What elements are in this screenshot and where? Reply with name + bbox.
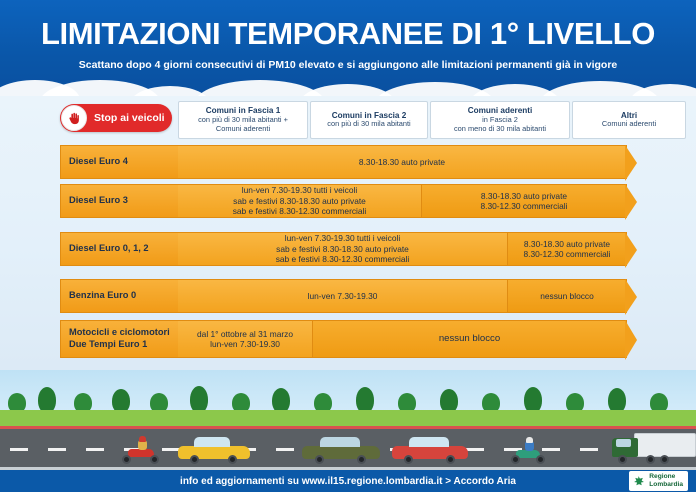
row-label <box>60 320 178 358</box>
row-label-line1: Diesel Euro 0, 1, 2 <box>69 243 149 254</box>
cell-line: sab e festivi 8.30-18.30 auto private <box>276 243 409 254</box>
row-label <box>60 279 178 313</box>
cell-line: 8.30-18.30 auto private <box>523 238 611 249</box>
car-icon <box>302 436 380 464</box>
column-header-line2: Comuni aderenti <box>601 119 657 129</box>
motorcycle-icon <box>118 438 164 464</box>
column-header-line1: Comuni aderenti <box>467 106 533 116</box>
column-header-line3: con meno di 30 mila abitanti <box>453 123 547 133</box>
row-cell <box>508 279 627 313</box>
table-row <box>60 232 611 266</box>
cell-line: lun-ven 7.30-19.30 tutti i veicoli <box>284 233 401 244</box>
row-body <box>178 145 627 179</box>
table-row <box>60 145 568 179</box>
row-arrow-tip <box>625 232 637 268</box>
row-cell <box>508 232 627 266</box>
regione-logo-line1: Regione <box>649 473 676 481</box>
row-body <box>178 184 627 218</box>
row-cell <box>178 145 627 179</box>
row-label <box>60 184 178 218</box>
car-icon <box>392 436 468 464</box>
cell-line: nessun blocco <box>438 333 501 344</box>
column-headers <box>178 101 686 139</box>
column-header-altri-aderenti <box>572 101 686 139</box>
row-cell <box>178 320 313 358</box>
row-body <box>178 279 627 313</box>
cell-line: sab e festivi 8.30-12.30 commerciali <box>232 206 367 217</box>
row-label <box>60 145 178 179</box>
cell-line: lun-ven 7.30-19.30 <box>307 290 378 301</box>
row-cell <box>178 279 508 313</box>
stop-badge-label: Stop ai veicoli <box>94 112 165 124</box>
stop-hand-icon <box>61 105 87 131</box>
column-header-line3: Comuni aderenti <box>215 123 271 133</box>
column-header-line2: in Fascia 2 <box>482 115 518 125</box>
table-row <box>60 184 568 218</box>
column-header-aderenti-fascia2 <box>430 101 570 139</box>
row-cell <box>178 232 508 266</box>
footer-bar <box>0 470 696 492</box>
row-label-line1: Benzina Euro 0 <box>69 290 137 301</box>
cell-line: nessun blocco <box>540 290 594 301</box>
footer-text[interactable]: info ed aggiornamenti su www.il15.regione.lombardia.it > Accordo Aria <box>180 475 516 487</box>
row-label-line1: Motocicli e ciclomotori <box>69 327 170 338</box>
page-title: LIMITAZIONI TEMPORANEE DI 1° LIVELLO <box>41 16 655 51</box>
row-body <box>178 232 627 266</box>
table-row <box>60 320 568 358</box>
cell-line: sab e festivi 8.30-12.30 commerciali <box>275 254 410 265</box>
table-row <box>60 279 594 313</box>
regione-logo-text <box>649 473 683 488</box>
row-cell <box>178 184 422 218</box>
row-cell <box>313 320 627 358</box>
cell-line: 8.30-18.30 auto private <box>480 190 568 201</box>
row-label-line2: Due Tempi Euro 1 <box>69 339 148 349</box>
cell-line: lun-ven 7.30-19.30 <box>210 339 280 349</box>
column-header-fascia2 <box>310 101 428 139</box>
cell-line: 8.30-18.30 auto private <box>358 156 446 167</box>
row-arrow-tip <box>625 279 637 315</box>
page-subtitle: Scattano dopo 4 giorni consecutivi di PM10 elevato e si aggiungono alle limitazioni permanenti già in vigore <box>78 59 618 71</box>
cell-line: sab e festivi 8.30-18.30 auto private <box>233 195 366 206</box>
row-arrow-tip <box>625 320 637 360</box>
cell-line: dal 1° ottobre al 31 marzo <box>197 328 293 339</box>
car-icon <box>178 436 250 464</box>
road-edge-red <box>0 426 696 429</box>
column-header-line1: Altri <box>620 110 638 120</box>
column-header-line1: Comuni in Fascia 2 <box>331 110 407 120</box>
column-header-line2: con più di 30 mila abitanti <box>327 119 411 129</box>
street-scene-illustration <box>0 370 696 470</box>
row-label-line1: Diesel Euro 3 <box>69 195 128 206</box>
truck-icon <box>612 430 696 464</box>
row-label-line1: Diesel Euro 4 <box>69 156 128 167</box>
cell-line: lun-ven 7.30-19.30 tutti i veicoli <box>241 185 358 196</box>
column-header-fascia1 <box>178 101 308 139</box>
row-body <box>178 320 627 358</box>
row-label <box>60 232 178 266</box>
grass-strip <box>0 410 696 426</box>
column-header-line1: Comuni in Fascia 1 <box>205 106 281 116</box>
header-banner <box>0 0 696 96</box>
row-arrow-tip <box>625 184 637 220</box>
scooter-icon <box>508 436 550 464</box>
row-cell <box>422 184 627 218</box>
stop-badge <box>60 104 172 132</box>
column-header-line2: con più di 30 mila abitanti + <box>198 115 288 125</box>
cell-line: 8.30-12.30 commerciali <box>480 201 568 211</box>
lombardia-rose-icon <box>632 475 645 488</box>
cell-line: 8.30-12.30 commerciali <box>523 249 611 259</box>
regione-logo-line2: Lombardia <box>649 481 683 488</box>
row-arrow-tip <box>625 145 637 181</box>
regione-lombardia-logo <box>629 471 688 491</box>
